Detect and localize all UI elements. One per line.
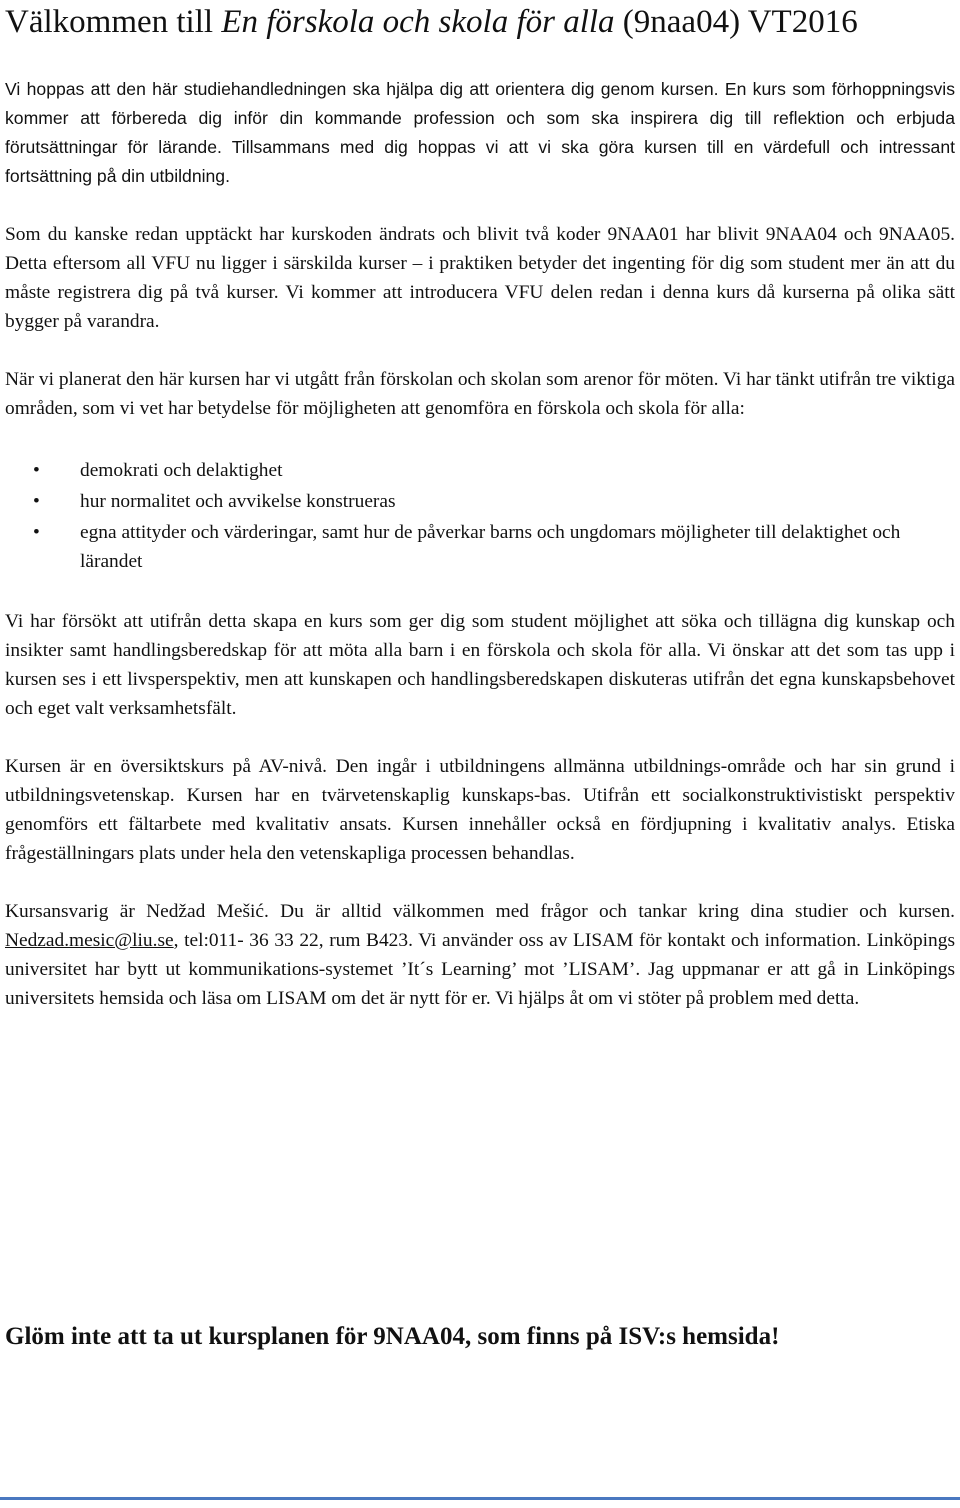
planning-paragraph: När vi planerat den här kursen har vi utgått från förskolan och skolan som arenor för möten. Vi har tänkt utifrån tre viktiga områden, som vi vet har betydelse för möjligheten att genomföra en förskola och skola för alla: — [5, 369, 955, 419]
list-item-text: demokrati och delaktighet — [80, 460, 283, 481]
closing-reminder: Glöm inte att ta ut kursplanen för 9NAA04, som finns på ISV:s hemsida! — [5, 1323, 780, 1350]
contact-text-before: Kursansvarig är Nedžad Mešić. Du är alltid välkommen med frågor och tankar kring dina studier och kursen. — [5, 901, 955, 922]
list-item — [5, 487, 955, 516]
title-prefix: Välkommen till — [5, 4, 222, 40]
bullet-icon: • — [33, 522, 40, 543]
contact-email-link[interactable]: Nedzad.mesic@liu.se — [5, 930, 174, 951]
focus-areas-list — [5, 456, 955, 576]
bullet-icon: • — [33, 491, 40, 512]
title-course-name: En förskola och skola för alla — [221, 4, 615, 40]
contact-text-after: , tel:011- 36 33 22, rum B423. Vi använder oss av LISAM för kontakt och information. Linköpings universitet har bytt ut kommunikations-systemet ’It´s Learning’ mot ’LISAM’. Jag uppmanar er att gå in Linköpings universitets hemsida och läsa om LISAM om det är nytt för er. Vi hjälps åt om vi stöter på problem med detta. — [5, 930, 955, 1009]
title-suffix: (9naa04) VT2016 — [614, 4, 858, 40]
page-title — [5, 0, 955, 43]
document-page — [5, 0, 955, 1350]
course-level-paragraph: Kursen är en översiktskurs på AV-nivå. Den ingår i utbildningens allmänna utbildnings-område och har sin grund i utbildningsvetenskap. Kursen har en tvärvetenskaplig kunskaps-bas. Utifrån ett socialkonstruktivistiskt perspektiv genomförs ett fältarbete med kvalitativ ansats. Kursen innehåller också en fördjupning i kvalitativ analys. Etiska frågeställningars plats under hela den vetenskapliga processen behandlas. — [5, 756, 955, 864]
list-item-text: hur normalitet och avvikelse konstrueras — [80, 491, 396, 512]
list-item — [5, 456, 955, 485]
course-codes-paragraph: Som du kanske redan upptäckt har kurskoden ändrats och blivit två koder 9NAA01 har blivit 9NAA04 och 9NAA05. Detta eftersom all VFU nu ligger i särskilda kurser – i praktiken betyder det ingenting för dig som student mer än att du måste registrera dig på två kurser. Vi kommer att introducera VFU delen redan i denna kurs då kurserna på olika sätt bygger på varandra. — [5, 224, 955, 332]
footer-divider — [0, 1497, 960, 1500]
course-aim-paragraph: Vi har försökt att utifrån detta skapa en kurs som ger dig som student möjlighet att söka och tillägna dig kunskap och insikter samt handlingsberedskap för att möta alla barn i en förskola och skola för alla. Vi önskar att det som tas upp i kursen ses i ett livsperspektiv, men att kunskapen och handlingsberedskapen diskuteras utifrån det egna kunskapsbehovet och eget valt verksamhetsfält. — [5, 611, 955, 719]
contact-paragraph — [5, 897, 955, 1013]
bullet-icon: • — [33, 460, 40, 481]
list-item — [5, 518, 955, 576]
list-item-text: egna attityder och värderingar, samt hur de påverkar barns och ungdomars möjligheter till delaktighet och lärandet — [80, 522, 901, 572]
intro-paragraph: Vi hoppas att den här studiehandledningen ska hjälpa dig att orientera dig genom kursen. En kurs som förhoppningsvis kommer att förbereda dig inför din kommande profession och som ska inspirera dig till reflektion och erbjuda förutsättningar för lärande. Tillsammans med dig hoppas vi att vi ska göra kursen till en värdefull och intressant fortsättning på din utbildning. — [5, 79, 955, 186]
